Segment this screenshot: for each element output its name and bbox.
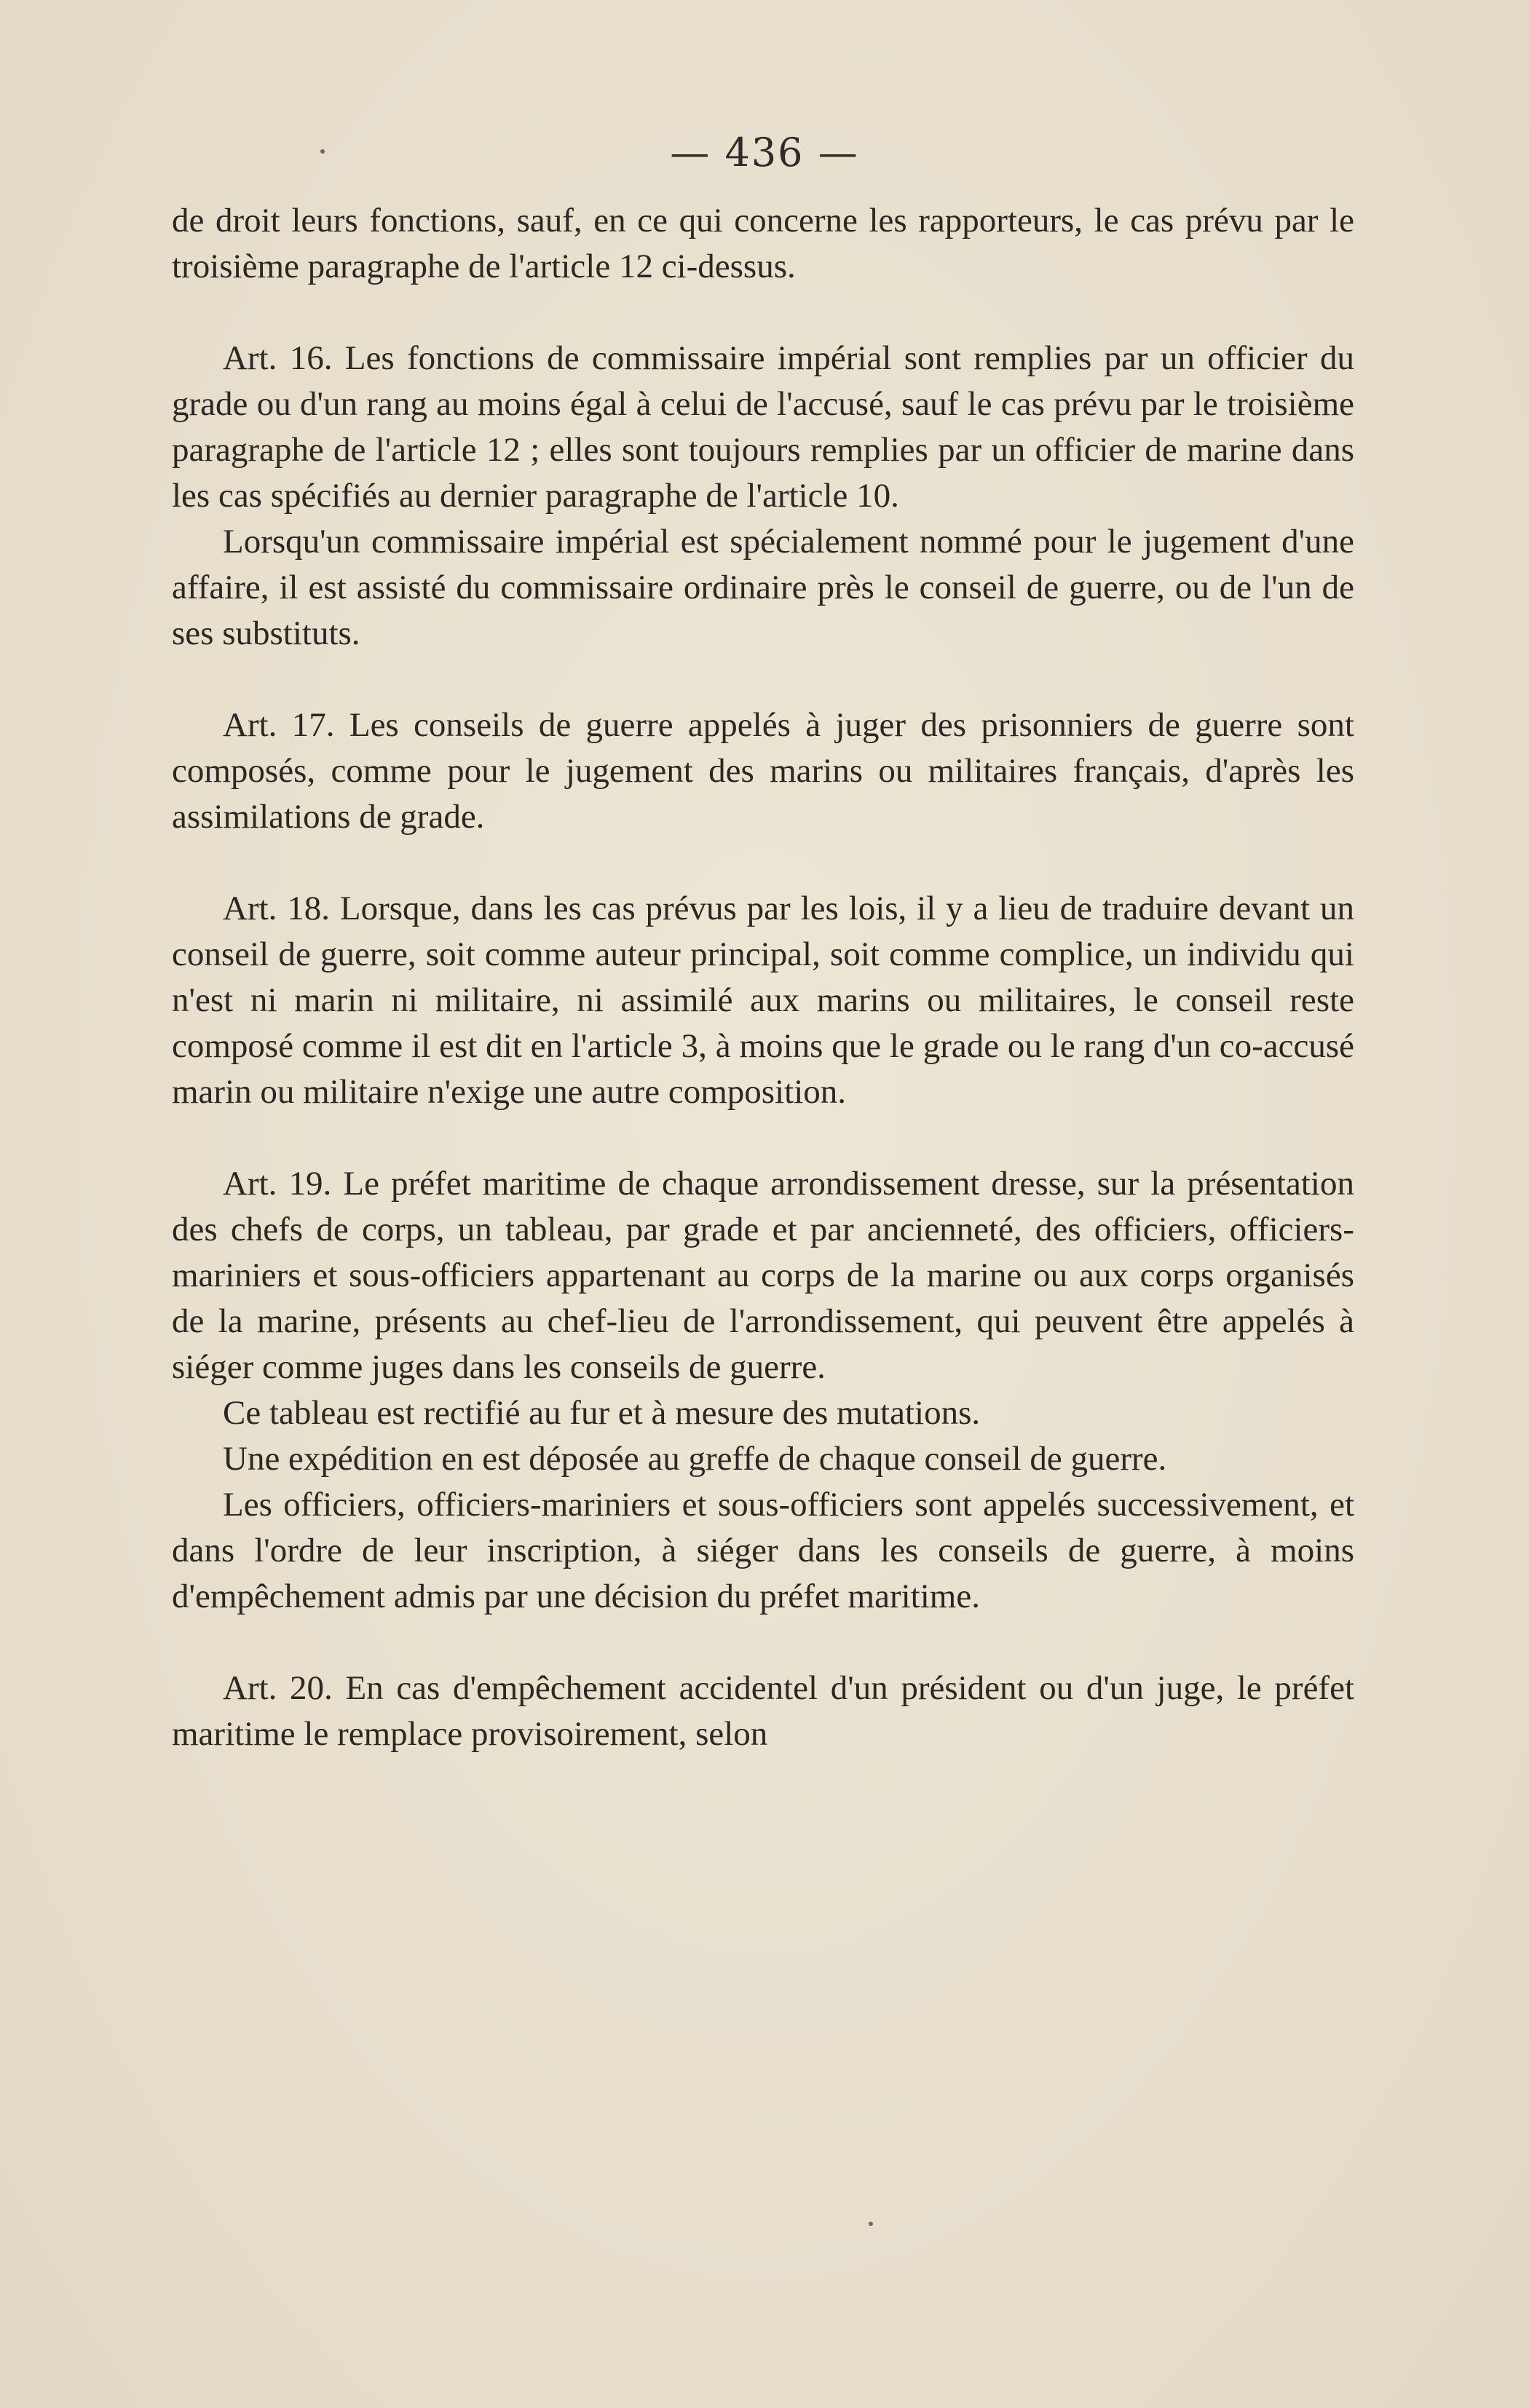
print-speck [869, 2222, 873, 2226]
print-speck [320, 149, 325, 154]
article-19-paragraph-4: Les officiers, officiers-mariniers et sous-officiers sont appelés successivement, et dans l'ordre de leur inscription, à siéger dans les conseils de guerre, à moins d'empêchement admis par une décision du préfet maritime. [172, 1486, 1354, 1615]
page-number: — 436 — [670, 130, 859, 175]
paragraph-continuation: de droit leurs fonctions, sauf, en ce qui concerne les rapporteurs, le cas prévu par le troisième paragraphe de l'article 12 ci-dessus. [172, 202, 1354, 285]
article-18: Art. 18. Lorsque, dans les cas prévus par les lois, il y a lieu de traduire devant un conseil de guerre, soit comme auteur principal, soit comme complice, un individu qui n'est ni marin ni militaire, ni assimilé aux marins ou militaires, le conseil reste composé comme il est dit en l'article 3, à moins que le grade ou le rang d'un co-accusé marin ou militaire n'exige une autre composition. [172, 890, 1354, 1111]
article-19: Art. 19. Le préfet maritime de chaque arrondissement dresse, sur la présentation des chefs de corps, un tableau, par grade et par ancienneté, des officiers, officiers-mariniers et sous-officiers appartenant au corps de la marine ou aux corps organisés de la marine, présents au chef-lieu de l'arrondissement, qui peuvent être appelés à siéger comme juges dans les conseils de guerre. [172, 1165, 1354, 1386]
article-20: Art. 20. En cas d'empêchement accidentel d'un président ou d'un juge, le préfet maritime le remplace provisoirement, selon [172, 1669, 1354, 1753]
article-16: Art. 16. Les fonctions de commissaire impérial sont remplies par un officier du grade ou d'un rang au moins égal à celui de l'accusé, sauf le cas prévu par le troisième paragraphe de l'article 12 ; elles sont toujours remplies par un officier de marine dans les cas spécifiés au dernier paragraphe de l'article 10. [172, 339, 1354, 515]
article-19-paragraph-3: Une expédition en est déposée au greffe de chaque conseil de guerre. [223, 1440, 1167, 1478]
article-17: Art. 17. Les conseils de guerre appelés à juger des prisonniers de guerre sont composés, comme pour le jugement des marins ou militaires français, d'après les assimilations de grade. [172, 706, 1354, 836]
body-text [172, 198, 1354, 1757]
article-16-paragraph-2: Lorsqu'un commissaire impérial est spécialement nommé pour le jugement d'une affaire, il est assisté du commissaire ordinaire près le conseil de guerre, ou de l'un de ses substituts. [172, 523, 1354, 652]
article-19-paragraph-2: Ce tableau est rectifié au fur et à mesure des mutations. [223, 1394, 981, 1432]
